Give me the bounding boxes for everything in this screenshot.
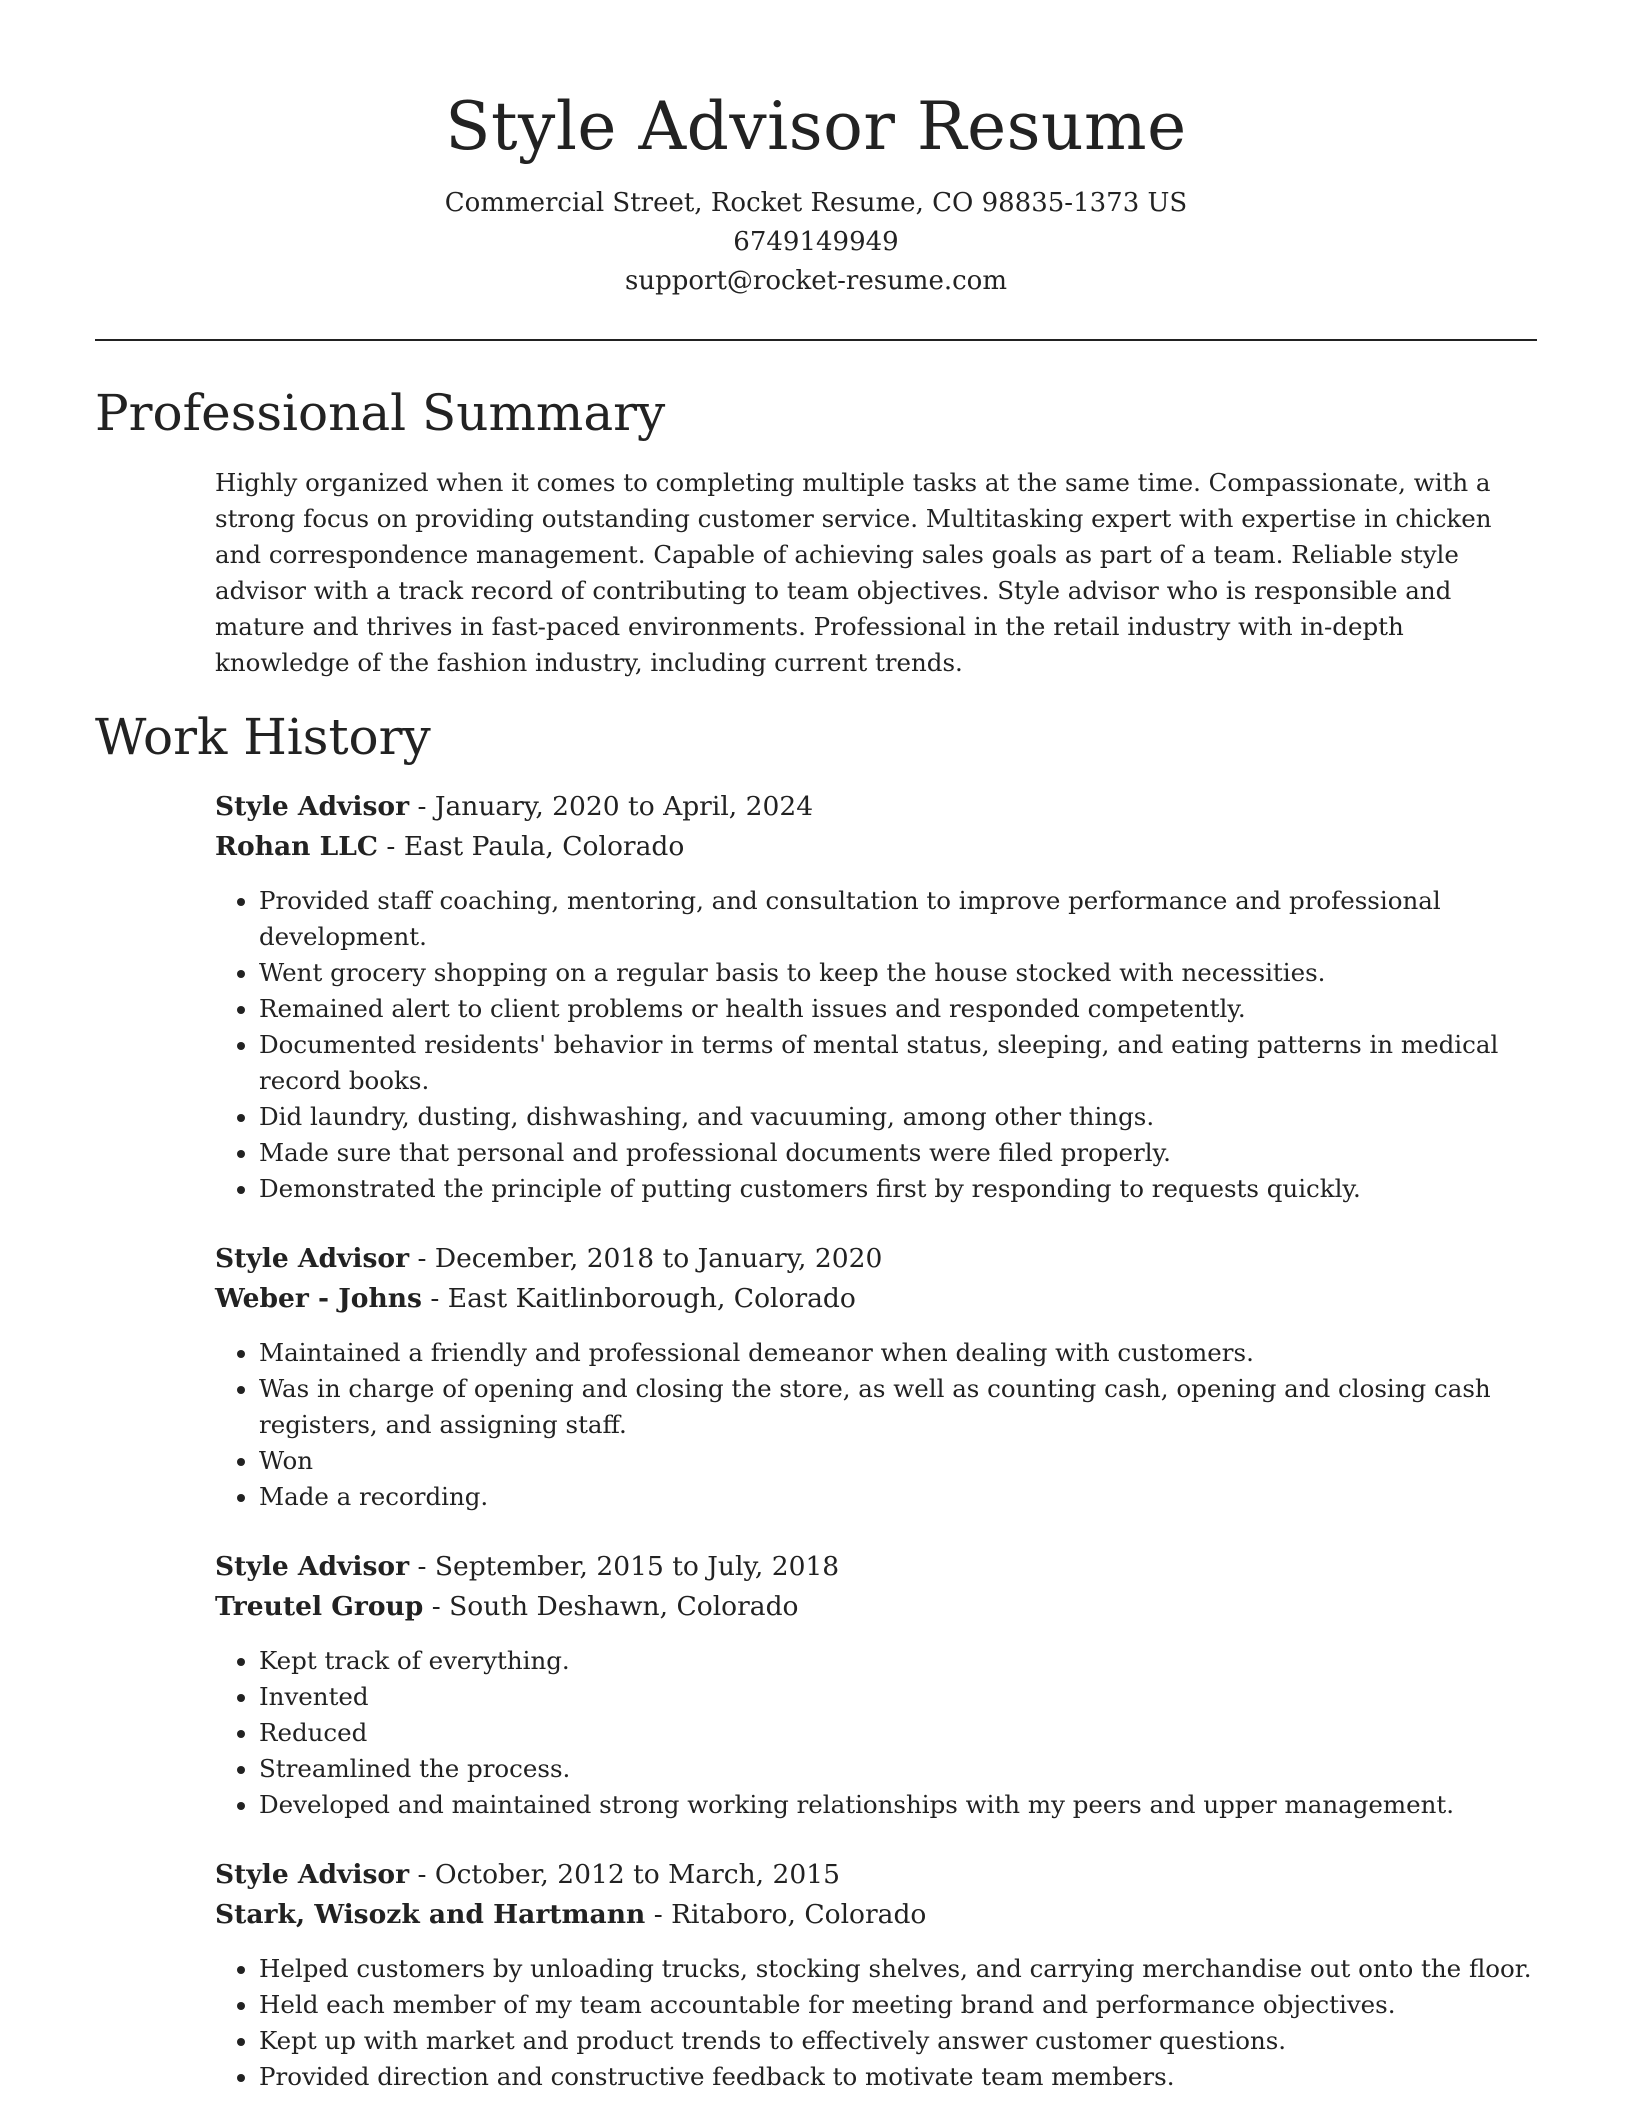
job-duties-list	[215, 1643, 1535, 1823]
job-duty-item: • Streamlined the process.	[259, 1751, 1535, 1787]
job-entry	[215, 1855, 1535, 2095]
job-role: Style Advisor	[215, 1859, 410, 1890]
job-role: Style Advisor	[215, 1243, 410, 1274]
resume-title: Style Advisor Resume	[445, 88, 1187, 165]
job-title-line: Style Advisor - January, 2020 to April, 2024	[215, 791, 814, 822]
job-duties-list	[215, 1335, 1535, 1515]
job-duties-list	[215, 883, 1535, 1207]
job-dates: December, 2018 to January, 2020	[434, 1243, 883, 1274]
job-duty-item: • Went grocery shopping on a regular basis to keep the house stocked with necessities.	[259, 955, 1535, 991]
job-company: Treutel Group	[215, 1591, 424, 1622]
job-duty-item: • Held each member of my team accountable for meeting brand and performance objectives.	[259, 1987, 1535, 2023]
job-duty-item: • Was in charge of opening and closing the store, as well as counting cash, opening and closing cash registers, and assigning staff.	[259, 1371, 1535, 1443]
job-duty-item: • Maintained a friendly and professional demeanor when dealing with customers.	[259, 1335, 1535, 1371]
job-location: South Deshawn, Colorado	[449, 1591, 799, 1622]
job-dates: January, 2020 to April, 2024	[434, 791, 814, 822]
job-role: Style Advisor	[215, 1551, 410, 1582]
job-duty-item: • Kept track of everything.	[259, 1643, 1535, 1679]
job-company-line: Stark, Wisozk and Hartmann - Ritaboro, Colorado	[215, 1899, 927, 1930]
job-duty-item: • Invented	[259, 1679, 1535, 1715]
resume-header	[95, 88, 1537, 301]
job-title-line: Style Advisor - September, 2015 to July, 2018	[215, 1551, 840, 1582]
job-duty-item: • Documented residents' behavior in terms of mental status, sleeping, and eating patterns in medical record books.	[259, 1027, 1535, 1099]
job-company: Rohan LLC	[215, 831, 378, 862]
contact-phone: 6749149949	[733, 227, 899, 257]
job-duty-item: • Won	[259, 1443, 1535, 1479]
job-dates: October, 2012 to March, 2015	[434, 1859, 840, 1890]
summary-heading: Professional Summary	[95, 384, 666, 442]
job-company: Stark, Wisozk and Hartmann	[215, 1899, 646, 1930]
job-duty-item: • Demonstrated the principle of putting customers first by responding to requests quickly.	[259, 1171, 1535, 1207]
job-location: East Paula, Colorado	[403, 831, 685, 862]
job-duty-item: • Kept up with market and product trends to effectively answer customer questions.	[259, 2023, 1535, 2059]
job-duty-item: • Provided staff coaching, mentoring, and consultation to improve performance and professional development.	[259, 883, 1535, 955]
contact-address: Commercial Street, Rocket Resume, CO 98835-1373 US	[444, 188, 1188, 218]
job-duty-item: • Made a recording.	[259, 1479, 1535, 1515]
header-divider	[95, 339, 1537, 341]
job-duty-item: • Reduced	[259, 1715, 1535, 1751]
job-duty-item: • Made sure that personal and professional documents were filed properly.	[259, 1135, 1535, 1171]
job-role: Style Advisor	[215, 791, 410, 822]
job-company: Weber - Johns	[215, 1283, 422, 1314]
job-location: East Kaitlinborough, Colorado	[447, 1283, 856, 1314]
job-company-line: Treutel Group - South Deshawn, Colorado	[215, 1591, 799, 1622]
job-company-line: Rohan LLC - East Paula, Colorado	[215, 831, 685, 862]
job-duty-item: • Remained alert to client problems or health issues and responded competently.	[259, 991, 1535, 1027]
job-entry	[215, 1239, 1535, 1515]
contact-block	[95, 184, 1537, 301]
job-title-line: Style Advisor - December, 2018 to January, 2020	[215, 1243, 883, 1274]
job-duty-item: • Did laundry, dusting, dishwashing, and vacuuming, among other things.	[259, 1099, 1535, 1135]
summary-text: Highly organized when it comes to completing multiple tasks at the same time. Compassionate, with a strong focus on providing outstanding customer service. Multitasking expert with expertise in chicken and correspondence management. Capable of achieving sales goals as part of a team. Reliable style advisor with a track record of contributing to team objectives. Style advisor who is responsible and mature and thrives in fast-paced environments. Professional in the retail industry with in-depth knowledge of the fashion industry, including current trends.	[215, 468, 1492, 677]
job-entry	[215, 787, 1535, 1207]
contact-email: support@rocket-resume.com	[624, 266, 1007, 296]
job-title-line: Style Advisor - October, 2012 to March, 2015	[215, 1859, 840, 1890]
job-company-line: Weber - Johns - East Kaitlinborough, Colorado	[215, 1283, 856, 1314]
work-history-heading: Work History	[95, 708, 431, 766]
job-duties-list	[215, 1951, 1535, 2095]
job-location: Ritaboro, Colorado	[671, 1899, 927, 1930]
job-entry	[215, 1547, 1535, 1823]
job-duty-item: • Provided direction and constructive feedback to motivate team members.	[259, 2059, 1535, 2095]
job-duty-item: • Developed and maintained strong working relationships with my peers and upper management.	[259, 1787, 1535, 1823]
job-duty-item: • Helped customers by unloading trucks, stocking shelves, and carrying merchandise out onto the floor.	[259, 1951, 1535, 1987]
job-dates: September, 2015 to July, 2018	[434, 1551, 840, 1582]
